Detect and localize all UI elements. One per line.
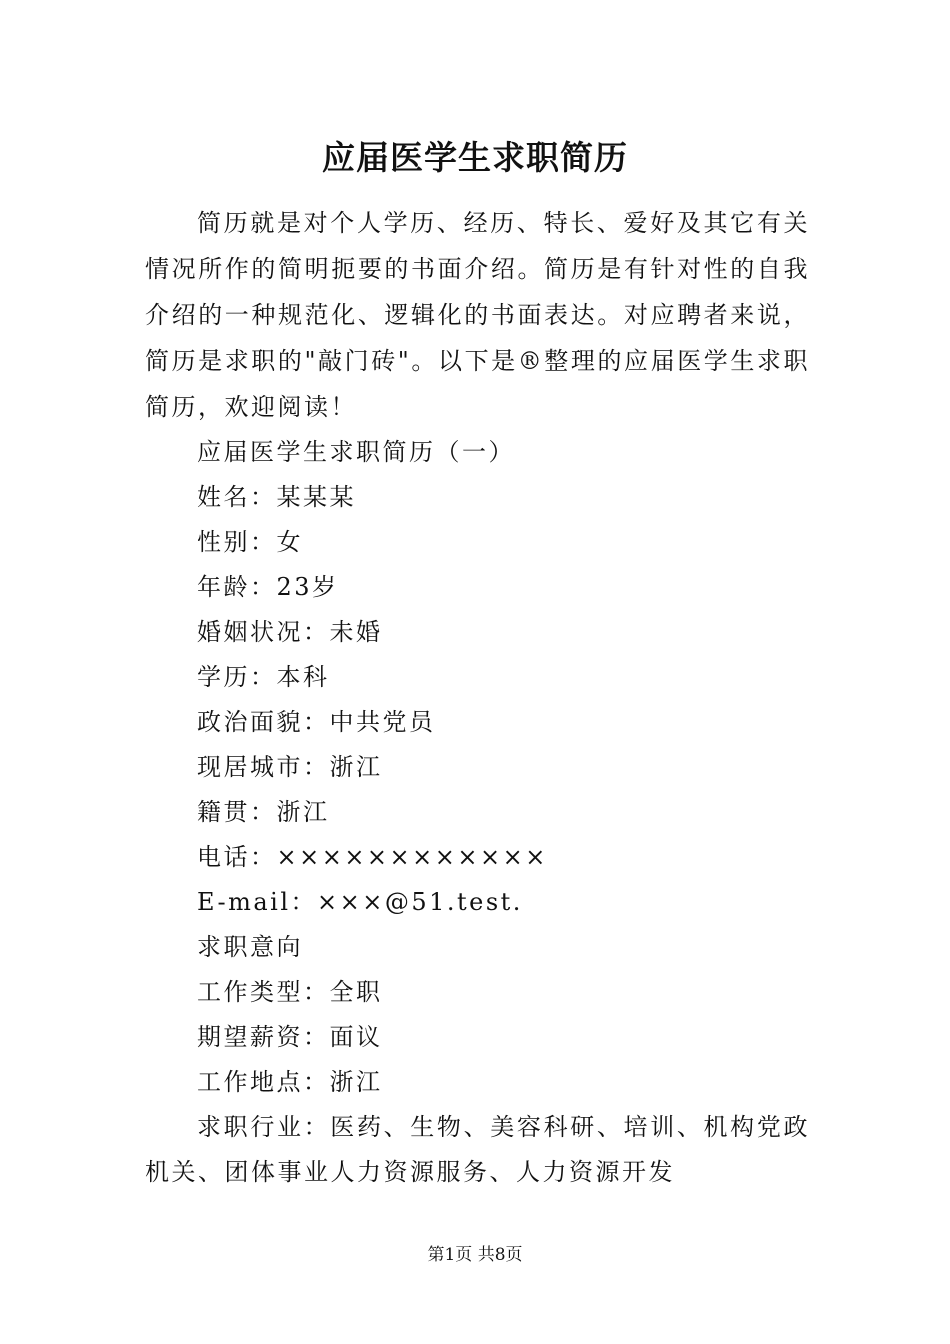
section-title: 应届医学生求职简历（一） — [197, 438, 515, 466]
field-education: 学历：本科 — [197, 663, 330, 691]
field-job-type: 工作类型：全职 — [197, 978, 383, 1006]
field-marital-status: 婚姻状况：未婚 — [197, 618, 383, 646]
field-age: 年龄：23岁 — [197, 573, 339, 601]
field-gender: 性别：女 — [197, 528, 303, 556]
field-political-status: 政治面貌：中共党员 — [197, 708, 436, 736]
field-expected-salary: 期望薪资：面议 — [197, 1023, 383, 1051]
field-current-city: 现居城市：浙江 — [197, 753, 383, 781]
intro-paragraph: 简历就是对个人学历、经历、特长、爱好及其它有关情况所作的简明扼要的书面介绍。简历是有针对性的自我介绍的一种规范化、逻辑化的书面表达。对应聘者来说，简历是求职的"敲门砖"。以下是®整理的应届医学生求职简历，欢迎阅读！ — [145, 209, 810, 421]
field-name: 姓名：某某某 — [197, 483, 356, 511]
field-hometown: 籍贯：浙江 — [197, 798, 330, 826]
document-body — [145, 200, 810, 1195]
document-title: 应届医学生求职简历 — [322, 138, 628, 177]
field-email: E-mail：×××@51.test. — [197, 888, 523, 916]
field-industry: 求职行业：医药、生物、美容科研、培训、机构党政机关、团体事业人力资源服务、人力资源开发 — [145, 1113, 810, 1186]
page-footer: 第1页 共8页 — [427, 1245, 523, 1265]
job-intention-heading: 求职意向 — [197, 933, 303, 961]
field-work-location: 工作地点：浙江 — [197, 1068, 383, 1096]
field-phone: 电话：×××××××××××× — [197, 843, 548, 871]
